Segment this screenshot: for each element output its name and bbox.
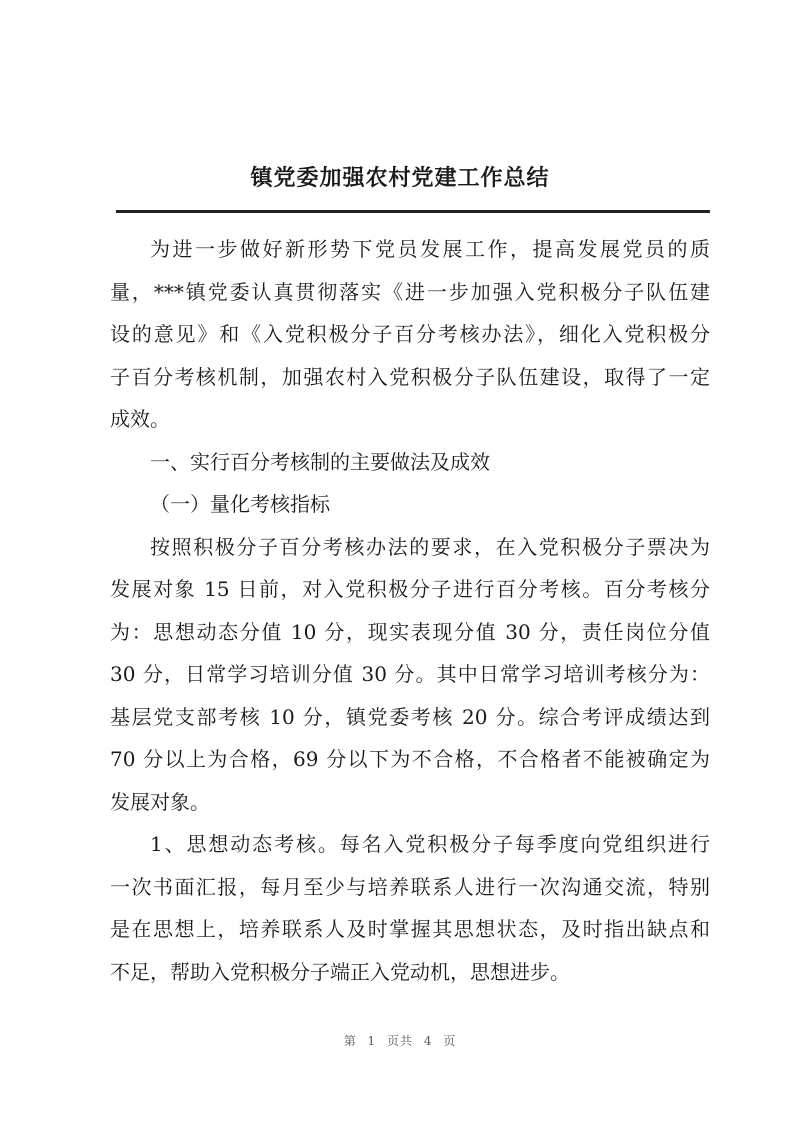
paragraph-line: 基层党支部考核 10 分，镇党委考核 20 分。综合考评成绩达到: [110, 704, 710, 729]
paragraph-line: 一次书面汇报，每月至少与培养联系人进行一次沟通交流，特别: [110, 874, 710, 899]
paragraph-line: 量，***镇党委认真贯彻落实《进一步加强入党积极分子队伍建: [110, 279, 710, 304]
paragraph-line: 70 分以上为合格，69 分以下为不合格，不合格者不能被确定为: [110, 747, 710, 771]
paragraph-line: 为进一步做好新形势下党员发展工作，提高发展党员的质: [150, 237, 710, 261]
paragraph-line: 不足，帮助入党积极分子端正入党动机，思想进步。: [110, 959, 570, 984]
paragraph-line: 发展对象。: [110, 789, 210, 814]
document-body: [110, 228, 710, 993]
paragraph-line: 成效。: [110, 407, 170, 431]
paragraph-line: 发展对象 15 日前，对入党积极分子进行百分考核。百分考核分: [110, 577, 710, 601]
page-number-footer: 第 1 页共 4 页: [343, 1034, 457, 1048]
paragraph-line: 按照积极分子百分考核办法的要求，在入党积极分子票决为: [150, 534, 710, 559]
paragraph-line: 1、思想动态考核。每名入党积极分子每季度向党组织进行: [150, 832, 710, 856]
title-divider: [116, 210, 710, 213]
paragraph-line: 30 分，日常学习培训分值 30 分。其中日常学习培训考核分为：: [110, 662, 710, 686]
subsection-heading: （一）量化考核指标: [150, 492, 330, 516]
paragraph-line: 是在思想上，培养联系人及时掌握其思想状态，及时指出缺点和: [110, 917, 710, 941]
paragraph-line: 为：思想动态分值 10 分，现实表现分值 30 分，责任岗位分值: [110, 619, 710, 644]
document-title: 镇党委加强农村党建工作总结: [250, 165, 550, 191]
section-heading: 一、实行百分考核制的主要做法及成效: [150, 449, 490, 474]
paragraph-line: 子百分考核机制，加强农村入党积极分子队伍建设，取得了一定: [110, 364, 710, 389]
paragraph-line: 设的意见》和《入党积极分子百分考核办法》，细化入党积极分: [110, 322, 710, 346]
